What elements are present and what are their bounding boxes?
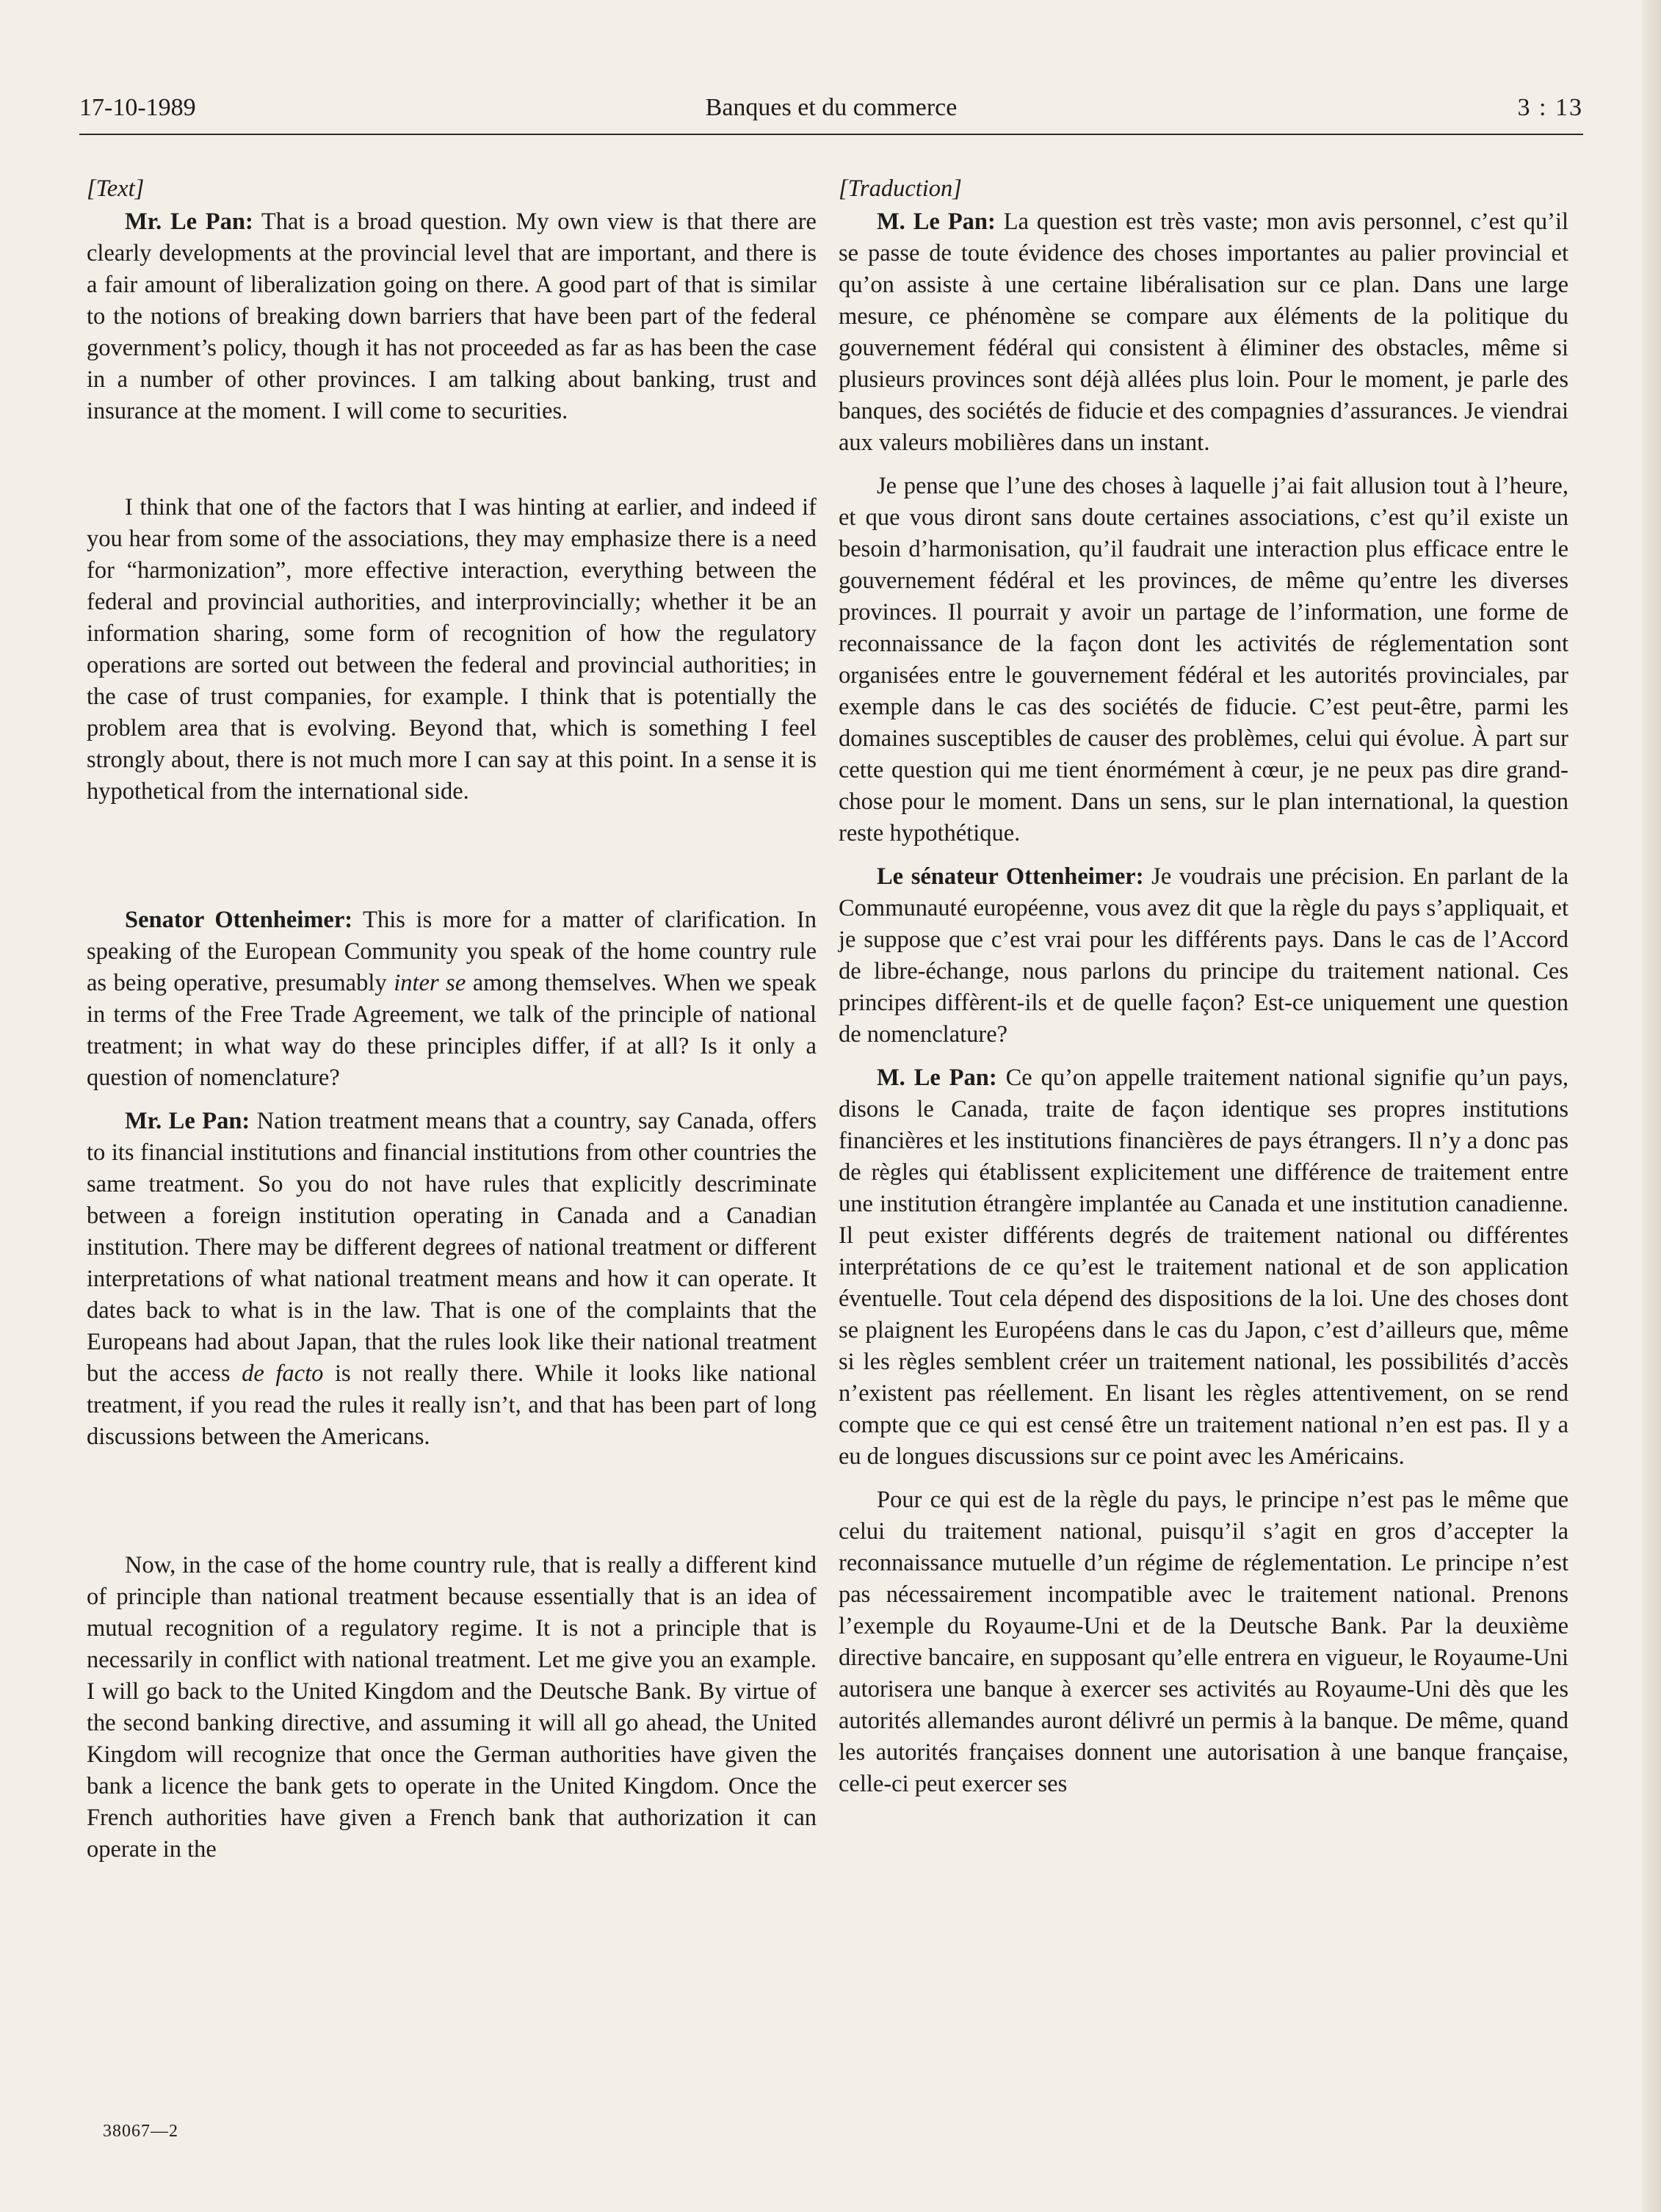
paragraph-text: is not really there. While it looks like national treatment, if you read the rules it really isn’t, and that has been part of long discussions between the Americans. xyxy=(87,1360,817,1450)
paragraph-lepan-2-fr xyxy=(839,471,1568,849)
paragraph-lepan-3 xyxy=(87,1106,817,1453)
text-marker: [Text] xyxy=(87,175,145,202)
traduction-marker: [Traduction] xyxy=(839,175,962,202)
paragraph-text: Ce qu’on appelle traitement national signifie qu’un pays, disons le Canada, traite de façon identique ses propres institutions financières et les institutions financières de pays étrangers. Il n’y a donc pas de règles qui établissent explicitement une différence de traitement entre une institution étrangère implantée au Canada et une institution canadienne. Il peut exister différents degrés de traitement national ou différentes interprétations de ce qu’est le traitement national et de son application éventuelle. Tout cela dépend des dispositions de la loi. Une des choses dont se plaignent les Européens dans le cas du Japon, c’est d’ailleurs que, même si les règles semblent créer un traitement national, les possibilités d’accès n’existent pas réellement. En lisant les règles attentivement, on se rend compte que ce qui est censé être un traitement national n’en est pas. Il y a eu de longues discussions sur ce point avec les Américains. xyxy=(839,1065,1568,1470)
speaker-label: Le sénateur Ottenheimer: xyxy=(877,863,1144,890)
header-page-number: 3 : 13 xyxy=(1517,94,1583,121)
header-date: 17-10-1989 xyxy=(79,94,196,121)
footer-print-code: 38067—2 xyxy=(103,2122,178,2141)
page-header xyxy=(79,94,1583,135)
paragraph-text: That is a broad question. My own view is that there are clearly developments at the provincial level that are important, and there is a fair amount of liberalization going on there. A good part of that is similar to the notions of breaking down barriers that have been part of the federal government’s policy, though it has not proceeded as far as has been the case in a number of other provinces. I am talking about banking, trust and insurance at the moment. I will come to securities. xyxy=(87,208,817,424)
paragraph-lepan-1-fr xyxy=(839,206,1568,459)
paragraph-text: among themselves. When we speak in terms of the Free Trade Agreement, we talk of the principle of national treatment; in what way do these principles differ, if at all? Is it only a question of nomenclature? xyxy=(87,970,817,1091)
paragraph-lepan-1 xyxy=(87,206,817,427)
paragraph-text: Pour ce qui est de la règle du pays, le principe n’est pas le même que celui du traitement national, puisqu’il s’agit en gros d’accepter la reconnaissance mutuelle d’un régime de réglementation. Le principe n’est pas nécessairement incompatible avec le traitement national. Prenons l’exemple du Royaume-Uni et de la Deutsche Bank. Par la deuxième directive bancaire, en supposant qu’elle entrera en vigueur, le Royaume-Uni autorisera une banque à exercer ses activités au Royaume-Uni dès que les autorités allemandes auront délivré un permis à la banque. De même, quand les autorités françaises donnent une autorisation à une banque française, celle-ci peut exercer ses xyxy=(839,1487,1568,1797)
paragraph-text: Nation treatment means that a country, say Canada, offers to its financial institutions and financial institutions from other countries the same treatment. So you do not have rules that explicitly descriminate between a foreign institution operating in Canada and a Canadian institution. There may be different degrees of national treatment or different interpretations of what national treatment means and how it can operate. It dates back to what is in the law. That is one of the complaints that the Europeans had about Japan, that the rules look like their national treatment but the access xyxy=(87,1108,817,1387)
paragraph-text: This is more for a matter of clarification. In speaking of the European Community you speak of the home country rule as being operative, presumably xyxy=(87,907,817,996)
speaker-label: Mr. Le Pan: xyxy=(125,1108,250,1134)
paragraph-text: I think that one of the factors that I was hinting at earlier, and indeed if you hear from some of the associations, they may emphasize there is a need for “harmonization”, more effective interaction, everything between the federal and provincial authorities, and interprovincially; whether it be an information sharing, some form of recognition of how the regulatory operations are sorted out between the federal and provincial authorities; in the case of trust companies, for example. I think that is potentially the problem area that is evolving. Beyond that, which is something I feel strongly about, there is not much more I can say at this point. In a sense it is hypothetical from the international side. xyxy=(87,494,817,805)
french-column xyxy=(839,173,1568,1800)
page-edge-shadow xyxy=(1642,0,1661,2212)
paragraph-lepan-2 xyxy=(87,492,817,808)
english-column xyxy=(87,173,817,1865)
paragraph-lepan-4-fr xyxy=(839,1484,1568,1800)
paragraph-lepan-3-fr xyxy=(839,1062,1568,1473)
latin-term: inter se xyxy=(394,970,466,996)
speaker-label: M. Le Pan: xyxy=(877,1065,997,1091)
paragraph-text: Je voudrais une précision. En parlant de la Communauté européenne, vous avez dit que la règle du pays s’appliquait, et je suppose que c’est vrai pour les différents pays. Dans le cas de l’Accord de libre-échange, nous parlons du principe du traitement national. Ces principes diffèrent-ils et de quelle façon? Est-ce uniquement une question de nomenclature? xyxy=(839,863,1568,1048)
paragraph-text: La question est très vaste; mon avis personnel, c’est qu’il se passe de toute évidence des choses importantes au palier provincial et qu’on assiste à une certaine libéralisation sur ce plan. Dans une large mesure, ce phénomène se compare aux éléments de la politique du gouvernement fédéral qui consistent à éliminer des obstacles, même si plusieurs provinces sont déjà allées plus loin. Pour le moment, je parle des banques, des sociétés de fiducie et des compagnies d’assurances. Je viendrai aux valeurs mobilières dans un instant. xyxy=(839,208,1569,456)
speaker-label: M. Le Pan: xyxy=(877,208,996,235)
header-title: Banques et du commerce xyxy=(705,94,958,121)
header-rule xyxy=(79,134,1583,135)
paragraph-ottenheimer-fr xyxy=(839,861,1568,1051)
latin-term: de facto xyxy=(242,1360,324,1387)
speaker-label: Senator Ottenheimer: xyxy=(125,907,353,933)
speaker-label: Mr. Le Pan: xyxy=(125,208,253,235)
paragraph-text: Now, in the case of the home country rule, that is really a different kind of principle than national treatment because essentially that is an idea of mutual recognition of a regulatory regime. It is not a principle that is necessarily in conflict with national treatment. Let me give you an example. I will go back to the United Kingdom and the Deutsche Bank. By virtue of the second banking directive, and assuming it will all go ahead, the United Kingdom will recognize that once the German authorities have given the bank a licence the bank gets to operate in the United Kingdom. Once the French authorities have given a French bank that authorization it can operate in the xyxy=(87,1552,817,1863)
paragraph-ottenheimer xyxy=(87,904,817,1094)
paragraph-text: Je pense que l’une des choses à laquelle j’ai fait allusion tout à l’heure, et que vous diront sans doute certaines associations, c’est qu’il existe un besoin d’harmonisation, qu’il faudrait une interaction plus efficace entre le gouvernement fédéral et les provinces, de même qu’entre les diverses provinces. Il pourrait y avoir un partage de l’information, une forme de reconnaissance de la façon dont les activités de réglementation sont organisées entre le gouvernement fédéral et les autorités provinciales, par exemple dans le cas des sociétés de fiducie. C’est peut-être, parmi les domaines susceptibles de causer des problèmes, celui qui évolue. À part sur cette question qui me tient énormément à cœur, je ne peux pas dire grand-chose pour le moment. Dans un sens, sur le plan international, la question reste hypothétique. xyxy=(839,473,1568,846)
paragraph-lepan-4 xyxy=(87,1550,817,1865)
